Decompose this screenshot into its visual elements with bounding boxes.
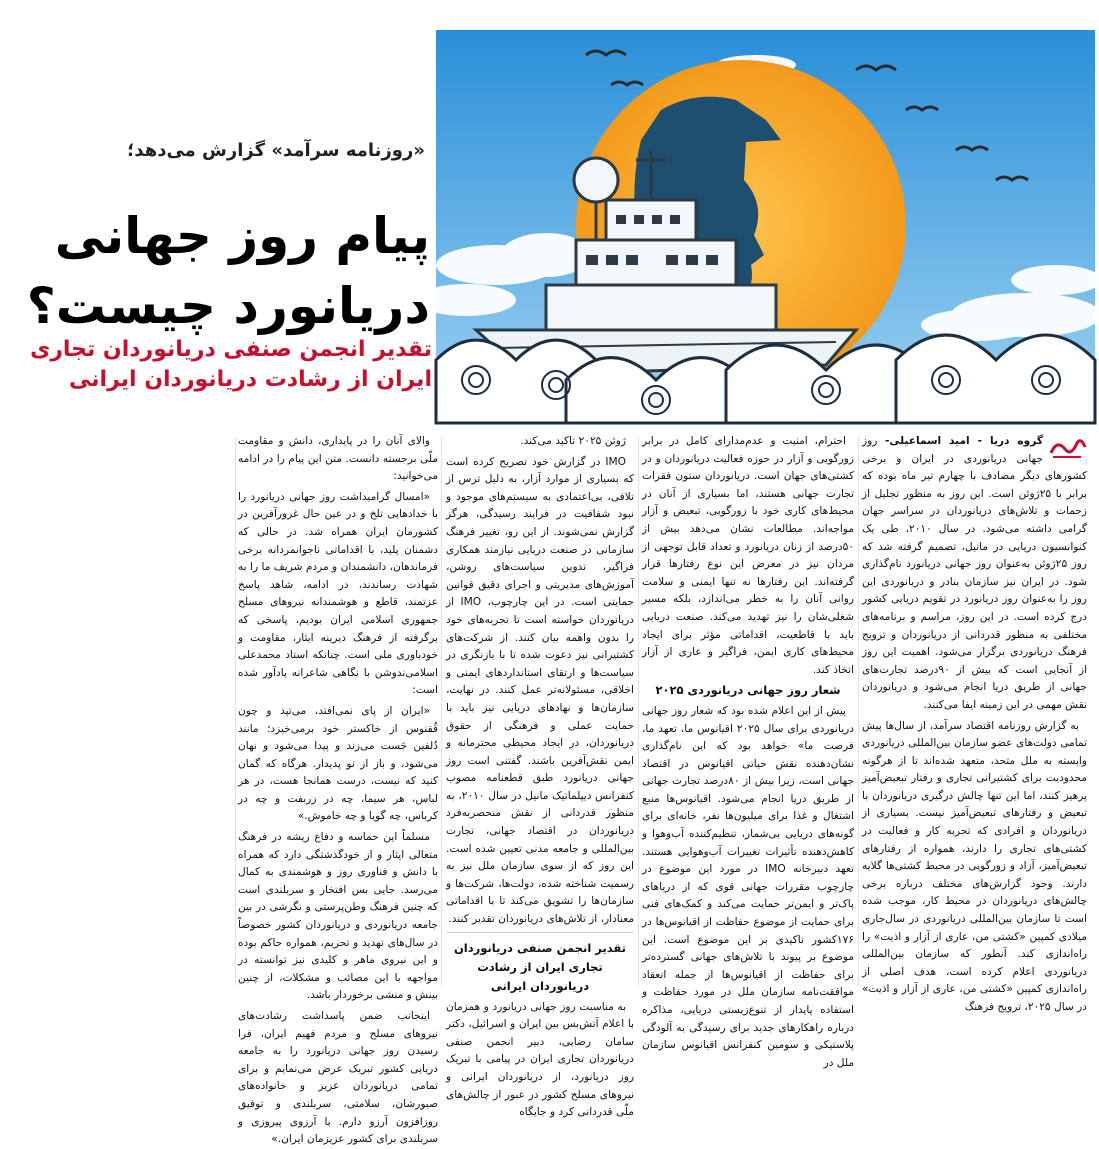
byline: گروه دریا - امید اسماعیلی- [884, 435, 1043, 447]
article-column-3 [446, 433, 634, 1119]
column-divider [638, 437, 639, 985]
paragraph: پیش از این اعلام شده بود که شعار روز جهانی دریانوردی برای سال ۲۰۲۵ اقیانوس ما، تعهد ما، فرصت ما» خواهد بود که این نام‌گذاری نشان‌دهنده نقش حیاتی اقیانوس در اقتصاد جهانی است، زیرا بیش از ۸۰درصد تجارت جهانی از طریق دریا انجام می‌شود. اقیانوس‌ها منبع اشتغال و غذا برای میلیون‌ها نفر، خانه‌ای برای گونه‌های دریایی بی‌شمار، تنظیم‌کننده آب‌وهوا و کاهش‌دهنده تأثیرات تغییرات آب‌وهوایی هستند. تعهد دبیرخانه IMO در مورد این موضوع در چارچوب مقررات جهانی قوی که از دریاهای پاک‌تر و ایمن‌تر حمایت می‌کند و کمک‌های فنی برای حمایت از موضوع حفاظت از اقیانوس‌ها در ۱۷۶کشور تاکیدی بر این موضوع است. این موضوع بر پیوند با تلاش‌های جهانی گسترده‌تر برای حفاظت از اقیانوس‌ها از جمله انعقاد موافقت‌نامه سازمان ملل در مورد حفاظت و استفاده پایدار از تنوع‌زیستی دریایی، مذاکره درباره راهکارهای جدید برای رسیدگی به آلودگی پلاستیکی و سومین کنفرانس اقیانوس سازمان ملل در [642, 704, 855, 1069]
publication-logo [1047, 433, 1087, 461]
paragraph: IMO در گزارش خود تصریح کرده است که بسیاری از موارد آزار، به دلیل ترس از تلافی، بی‌اعتمادی به سیستم‌های موجود و نبود شفافیت در فرایند رسیدگی، هرگز گزارش نمی‌شوند. از این رو، تغییر فرهنگ سازمانی در صنعت دریایی نیازمند همکاری فراگیر، تدوین سیاست‌های روشن، آموزش‌های مدیریتی و اجرای دقیق قوانین حمایتی است. در این چارچوب، IMO از دریانوردان خواسته است تا تجربه‌های خود را بدون واهمه بیان کنند. از شرکت‌های کشتیرانی نیز دعوت شده تا با بازنگری در سیاست‌ها و ارتقای استانداردهای ایمنی و اخلاقی، مسئولانه‌تر عمل کنند. در نهایت، سازمان‌ها و نهادهای دریایی نیز باید با حمایت عملی و فرهنگی از حقوق دریانوردان، در ایجاد محیطی محترمانه و ایمن نقش‌آفرین باشند. گفتنی است روز جهانی دریانورد طبق قطعنامه مصوب کنفرانس دیپلماتیک مانیل در سال ۲۰۱۰، به منظور قدردانی از نقش منحصربه‌فرد دریانوردان در اقتصاد جهانی، تجارت بین‌المللی و جامعه مدنی تعیین شده است. این روز که از سوی سازمان ملل نیز به رسمیت شناخته شده، دولت‌ها، شرکت‌ها و سازمان‌ها را تشویق می‌کند تا با اقداماتی معنادار، از تلاش‌های دریانوردان تقدیر کنند. [446, 455, 634, 926]
paragraph: احترام، امنیت و عدم‌مدارای کامل در برابر زورگویی و آزار در حوزه فعالیت دریانوردان و در کشتی‌های جهان است. دریانوردان ستون فقرات تجارت جهانی هستند، اما بسیاری از آنان در محیط‌های کاری خود با زورگویی، تبعیض و آزار مواجه‌اند. مطالعات نشان می‌دهد بیش از ۵۰درصد از زنان دریانورد و تعداد قابل توجهی از مردان نیز در معرض این نوع رفتارها قرار گرفته‌اند. این رفتارها نه تنها ایمنی و سلامت روانی آنان را به خطر می‌اندازد، بلکه مسیر شغلی‌شان را نیز تهدید می‌کند. صنعت دریایی باید با قاطعیت، اقداماتی مؤثر برای ایجاد محیط‌های کاری ایمن، فراگیر و عاری از آزار اتخاذ کند. [642, 435, 854, 676]
newspaper-logo-icon [1047, 433, 1087, 461]
section-heading: شعار روز جهانی دریانوردی ۲۰۲۵ [655, 683, 841, 698]
column-divider [235, 437, 236, 985]
column-divider [441, 437, 442, 985]
paragraph: اینجانب ضمن پاسداشت رشادت‌های نیروهای مسلح و مردم فهیم ایران، فرا رسیدن روز جهانی دریانورد را به جامعه دریایی کشور تبریک عرض می‌نمایم و برای تمامی دریانوردان عزیز و خانواده‌های صبورشان، سلامتی، سربلندی و توفیق روزافزون آرزو دارم. با آرزوی پیروزی و سربلندی برای کشور عزیزمان ایران.» [238, 1010, 438, 1146]
article-column-2 [642, 433, 855, 1069]
kicker: «روزنامه سرآمد» گزارش می‌دهد؛ [127, 140, 425, 161]
section-heading: تقدیر انجمن صنفی دریانوردان تجاری ایران از رشادت دریانوردان ایرانی [446, 932, 634, 996]
paragraph: ژوئن ۲۰۲۵ تاکید می‌کند. [520, 435, 626, 447]
paragraph: به مناسبت روز جهانی دریانورد و همزمان با اعلام آتش‌بس بین ایران و اسرائیل، دکتر سامان رضایی، دبیر انجمن صنفی دریانوردان تجاری ایران در پیامی با تبریک روز دریانورد، از دریانوردان ایرانی و نیروهای مسلح کشور در عبور از چالش‌های ملّی قدردانی کرد و جایگاه [446, 1000, 634, 1119]
paragraph: مسلماً این حماسه و دفاع ریشه در فرهنگ متعالی ایثار و از خودگذشتگی دارد که همراه با دانش و فناوری روز و هوشمندی به کمال می‌رسد. جایی بس افتخار و سربلندی است که چنین فرهنگ وطن‌پرستی و نگرشی در بین جامعه دریانوردی و دریانوردان کشور خصوصاً در سال‌های تهدید و تحریم، همواره حاکم بوده و این نیروی ماهر و کلیدی نیز توانسته در مواجهه با این مصائب و مشکلات، از چنین بینش و منشی برخوردار باشد. [238, 831, 438, 1002]
subheadline: تقدیر انجمن صنفی دریانوردان تجاری ایران از رشادت دریانوردان ایرانی [30, 337, 432, 392]
paragraph: روز جهانی دریانوردی در ایران و برخی کشورهای دیگر مصادف با چهارم تیر ماه بوده که برابر با ۲۵ژوئن است. این روز به منظور تجلیل از زحمات و تلاش‌های دریانوردان در سراسر جهان گرامی داشته می‌شود. در سال ۲۰۱۰، طی یک کنوانسیون دریایی در مانیل، تصمیم گرفته شد که روز ۲۵ژوئن به‌عنوان روز جهانی دریانورد نام‌گذاری شود. در ایران نیز سازمان بنادر و دریانوردی این روز را به‌عنوان روز دریانورد در تقویم دریایی کشور درج کرده است. در این روز، مراسم و برنامه‌های مختلفی به منظور قدردانی از دریانوردان و ترویج فرهنگ دریانوردی برگزار می‌شود. اهمیت این روز از آنجایی است که بیش از ۹۰درصد تجارت‌های جهانی از طریق دریا انجام می‌شود و دریانوردان نقش مهمی در این زمینه ایفا می‌کنند. [862, 435, 1088, 711]
headline-line-1: پیام روز جهانی [54, 207, 430, 265]
paragraph: «ایران از پای نمی‌افتد، می‌تپد و چون قُقنوس از خاکستر خود برمی‌خیزد؛ مانند دُلفین جَست می‌زند و پیدا می‌شود و نهان می‌شود، و باز از نو پدیدار. هرگاه که گمان کنید که نیست، درست همانجا هست، در هر لباس، هر سیما، چه در زربفت و چه در کرباس، چه گویا و چه خاموش.» [238, 704, 438, 823]
article-column-4 [238, 433, 438, 1146]
article-column-1 [862, 433, 1088, 1013]
feature-illustration [436, 30, 1095, 423]
paragraph: «امسال گرامیداشت روز جهانی دریانورد را با خدادهایی تلخ و در عین حال غرورآفرین در کشورمان ایران همراه شد. در حالی که دشمنان پلید، با اقداماتی ناجوانمردانه برخی فرماندهان، دانشمندان و مردم شریف ما را به شهادت رساندند، در ادامه، شاهد پاسخ عزتمند، قاطع و هوشمندانه نیروهای مسلح جمهوری اسلامی ایران بودیم، پاسخی که برگرفته از فرهنگ دیرینه ایثار، مقاومت و خودباوری ملی است. چنانکه استاد محمدعلی اسلامی‌ندوشن با نگاهی شاعرانه یادآور شده است: [238, 490, 438, 697]
headline-line-2: دریانورد چیست؟ [26, 277, 430, 335]
paragraph: والای آنان را در پایداری، دانش و مقاومت ملّی برجسته دانست. متن این پیام را در ادامه می‌خوانید: [238, 435, 438, 483]
article-column-5 [22, 433, 232, 985]
column-divider [858, 437, 859, 985]
paragraph: به گزارش روزنامه اقتصاد سرآمد، از سال‌ها پیش تمامی دولت‌های عضو سازمان بین‌المللی دریانوردی وابسته به ملل متحد، متعهد شده‌اند تا از هرگونه محدودیت برای کشتیرانی تجاری و رفتار تبعیض‌آمیز پرهیز کنند، اما این تنها چالش درگیری دریانوردان با تبعیض و رفتارهای تبعیض‌آمیز نیست. بسیاری از دریانوردان و افرادی که تجربه کار و فعالیت در کشتی‌های تجاری را دارند، همواره از رفتارهای تبعیض‌آمیز، آزاد و زورگویی در محیط کشتی‌ها گلایه دارند. وجود گزارش‌های مختلف درباره برخی چالش‌های دریانوردان در محیط کار، موجب شده است تا سازمان بین‌المللی دریانوردی در سال‌جاری میلادی کمپین «کشتی من، عاری از آزار و اذیت» را راه‌اندازی کند. آنطور که سازمان بین‌المللی دریانوردی اعلام کرده است، هدف اصلی از راه‌اندازی کمپین «کشتی من، عاری از آزار و اذیت» در سال ۲۰۲۵، ترویج فرهنگ [862, 719, 1087, 1013]
ship-sailor-illustration [436, 30, 1095, 423]
